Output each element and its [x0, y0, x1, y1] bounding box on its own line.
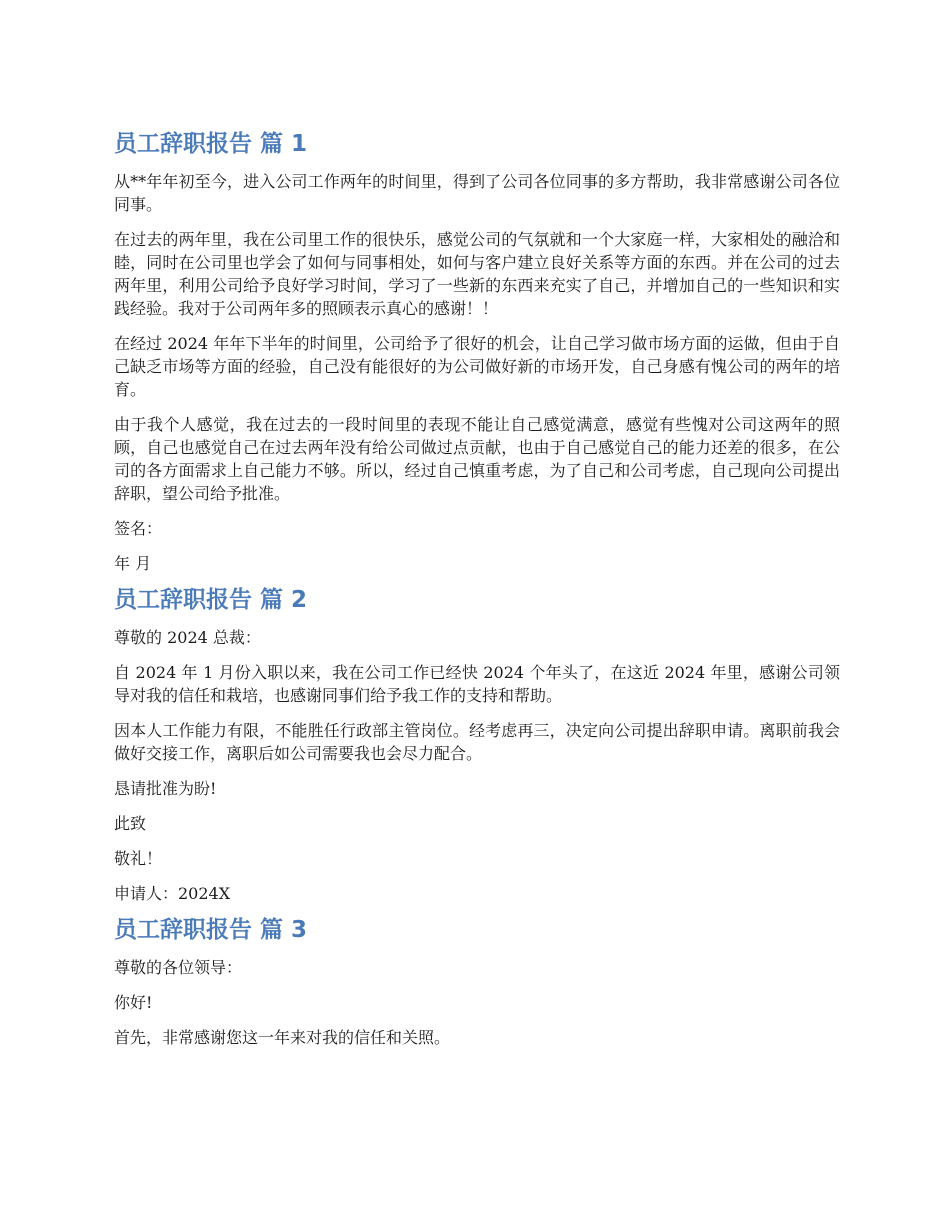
section-1 — [114, 128, 840, 575]
paragraph: 由于我个人感觉，我在过去的一段时间里的表现不能让自己感觉满意，感觉有些愧对公司这两年的照顾，自己也感觉自己在过去两年没有给公司做过点贡献，也由于自己感觉自己的能力还差的很多，在公司的各方面需求上自己能力不够。所以，经过自己慎重考虑，为了自己和公司考虑，自己现向公司提出辞职，望公司给予批准。 — [114, 415, 840, 503]
section-2 — [114, 584, 840, 905]
date-label: 年 月 — [114, 554, 152, 573]
section-heading: 员工辞职报告 篇 1 — [114, 131, 308, 157]
section-heading: 员工辞职报告 篇 3 — [114, 917, 308, 943]
paragraph: 首先，非常感谢您这一年来对我的信任和关照。 — [114, 1028, 451, 1047]
section-3 — [114, 914, 840, 1049]
paragraph: 自 2024 年 1 月份入职以来，我在公司工作已经快 2024 个年头了，在这近 2024 年里，感谢公司领导对我的信任和栽培，也感谢同事们给予我工作的支持和帮助。 — [114, 663, 840, 705]
salutation: 尊敬的 2024 总裁： — [114, 628, 261, 647]
paragraph: 在过去的两年里，我在公司里工作的很快乐，感觉公司的气氛就和一个大家庭一样，大家相处的融洽和睦，同时在公司里也学会了如何与同事相处，如何与客户建立良好关系等方面的东西。并在公司的过去两年里，利用公司给予良好学习时间，学习了一些新的东西来充实了自己，并增加自己的一些知识和实践经验。我对于公司两年多的照顾表示真心的感谢！！ — [114, 230, 840, 318]
applicant-line: 申请人：2024X — [114, 884, 231, 903]
paragraph: 恳请批准为盼! — [114, 779, 217, 798]
signature-label: 签名： — [114, 519, 163, 538]
salutation: 尊敬的各位领导： — [114, 958, 243, 977]
paragraph: 你好! — [114, 993, 153, 1012]
paragraph: 从**年年初至今，进入公司工作两年的时间里，得到了公司各位同事的多方帮助，我非常感谢公司各位同事。 — [114, 172, 840, 214]
paragraph: 因本人工作能力有限，不能胜任行政部主管岗位。经考虑再三，决定向公司提出辞职申请。离职前我会做好交接工作，离职后如公司需要我也会尽力配合。 — [114, 721, 840, 763]
document-page — [114, 128, 840, 1061]
section-heading: 员工辞职报告 篇 2 — [114, 587, 308, 613]
closing-line: 此致 — [114, 814, 147, 833]
closing-line: 敬礼！ — [114, 849, 163, 868]
paragraph: 在经过 2024 年年下半年的时间里，公司给予了很好的机会，让自己学习做市场方面的运做，但由于自己缺乏市场等方面的经验，自己没有能很好的为公司做好新的市场开发，自己身感有愧公司的两年的培育。 — [114, 334, 840, 399]
